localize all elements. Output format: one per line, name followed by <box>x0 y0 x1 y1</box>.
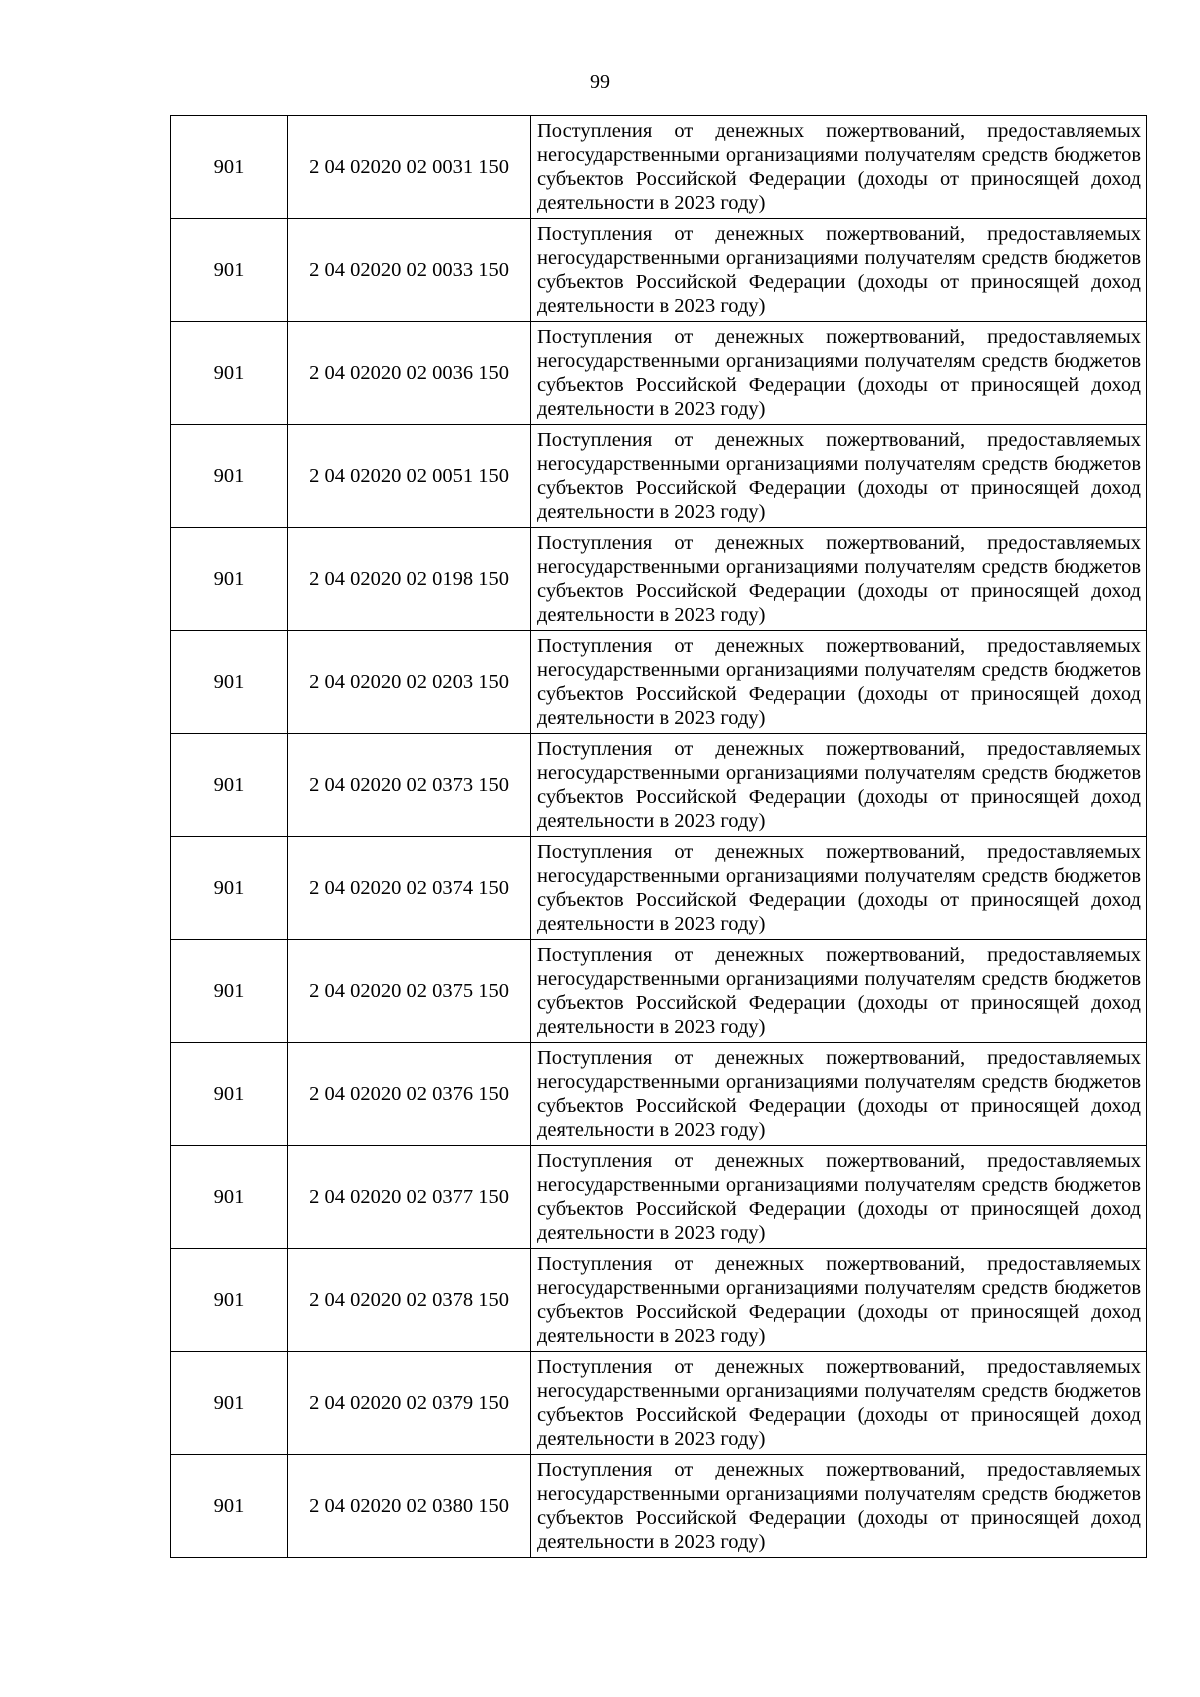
income-description-cell: Поступления от денежных пожертвований, предоставляемых негосударственными организациями получателям средств бюджетов субъектов Российской Федерации (доходы от приносящей доход деятельности в 2023 году) <box>531 116 1147 219</box>
income-description-cell: Поступления от денежных пожертвований, предоставляемых негосударственными организациями получателям средств бюджетов субъектов Российской Федерации (доходы от приносящей доход деятельности в 2023 году) <box>531 631 1147 734</box>
table-row <box>171 837 1147 940</box>
budget-codes-table <box>170 115 1147 1558</box>
budget-classification-code-cell: 2 04 02020 02 0375 150 <box>288 940 531 1043</box>
table-row <box>171 631 1147 734</box>
budget-classification-code-cell: 2 04 02020 02 0379 150 <box>288 1352 531 1455</box>
income-description-cell: Поступления от денежных пожертвований, предоставляемых негосударственными организациями получателям средств бюджетов субъектов Российской Федерации (доходы от приносящей доход деятельности в 2023 году) <box>531 1455 1147 1558</box>
admin-code-cell: 901 <box>171 940 288 1043</box>
budget-classification-code-cell: 2 04 02020 02 0051 150 <box>288 425 531 528</box>
budget-classification-code-cell: 2 04 02020 02 0031 150 <box>288 116 531 219</box>
budget-classification-code-cell: 2 04 02020 02 0374 150 <box>288 837 531 940</box>
table-row <box>171 734 1147 837</box>
budget-classification-code-cell: 2 04 02020 02 0376 150 <box>288 1043 531 1146</box>
income-description-cell: Поступления от денежных пожертвований, предоставляемых негосударственными организациями получателям средств бюджетов субъектов Российской Федерации (доходы от приносящей доход деятельности в 2023 году) <box>531 1249 1147 1352</box>
admin-code-cell: 901 <box>171 425 288 528</box>
table-row <box>171 219 1147 322</box>
table-row <box>171 322 1147 425</box>
admin-code-cell: 901 <box>171 219 288 322</box>
income-description-cell: Поступления от денежных пожертвований, предоставляемых негосударственными организациями получателям средств бюджетов субъектов Российской Федерации (доходы от приносящей доход деятельности в 2023 году) <box>531 940 1147 1043</box>
admin-code-cell: 901 <box>171 837 288 940</box>
income-description-cell: Поступления от денежных пожертвований, предоставляемых негосударственными организациями получателям средств бюджетов субъектов Российской Федерации (доходы от приносящей доход деятельности в 2023 году) <box>531 837 1147 940</box>
income-description-cell: Поступления от денежных пожертвований, предоставляемых негосударственными организациями получателям средств бюджетов субъектов Российской Федерации (доходы от приносящей доход деятельности в 2023 году) <box>531 1352 1147 1455</box>
admin-code-cell: 901 <box>171 528 288 631</box>
table-row <box>171 1146 1147 1249</box>
income-description-cell: Поступления от денежных пожертвований, предоставляемых негосударственными организациями получателям средств бюджетов субъектов Российской Федерации (доходы от приносящей доход деятельности в 2023 году) <box>531 219 1147 322</box>
table-row <box>171 116 1147 219</box>
table-row <box>171 1043 1147 1146</box>
budget-classification-code-cell: 2 04 02020 02 0198 150 <box>288 528 531 631</box>
admin-code-cell: 901 <box>171 116 288 219</box>
admin-code-cell: 901 <box>171 1352 288 1455</box>
income-description-cell: Поступления от денежных пожертвований, предоставляемых негосударственными организациями получателям средств бюджетов субъектов Российской Федерации (доходы от приносящей доход деятельности в 2023 году) <box>531 734 1147 837</box>
table-row <box>171 425 1147 528</box>
budget-classification-code-cell: 2 04 02020 02 0203 150 <box>288 631 531 734</box>
budget-classification-code-cell: 2 04 02020 02 0373 150 <box>288 734 531 837</box>
budget-classification-code-cell: 2 04 02020 02 0380 150 <box>288 1455 531 1558</box>
income-description-cell: Поступления от денежных пожертвований, предоставляемых негосударственными организациями получателям средств бюджетов субъектов Российской Федерации (доходы от приносящей доход деятельности в 2023 году) <box>531 1146 1147 1249</box>
table-row <box>171 940 1147 1043</box>
income-description-cell: Поступления от денежных пожертвований, предоставляемых негосударственными организациями получателям средств бюджетов субъектов Российской Федерации (доходы от приносящей доход деятельности в 2023 году) <box>531 322 1147 425</box>
budget-classification-code-cell: 2 04 02020 02 0033 150 <box>288 219 531 322</box>
budget-classification-code-cell: 2 04 02020 02 0036 150 <box>288 322 531 425</box>
admin-code-cell: 901 <box>171 322 288 425</box>
income-description-cell: Поступления от денежных пожертвований, предоставляемых негосударственными организациями получателям средств бюджетов субъектов Российской Федерации (доходы от приносящей доход деятельности в 2023 году) <box>531 425 1147 528</box>
admin-code-cell: 901 <box>171 1146 288 1249</box>
table-row <box>171 528 1147 631</box>
income-description-cell: Поступления от денежных пожертвований, предоставляемых негосударственными организациями получателям средств бюджетов субъектов Российской Федерации (доходы от приносящей доход деятельности в 2023 году) <box>531 528 1147 631</box>
table-row <box>171 1455 1147 1558</box>
table-row <box>171 1249 1147 1352</box>
page-number: 99 <box>590 71 610 93</box>
admin-code-cell: 901 <box>171 1249 288 1352</box>
table-body <box>171 116 1147 1558</box>
budget-classification-code-cell: 2 04 02020 02 0378 150 <box>288 1249 531 1352</box>
admin-code-cell: 901 <box>171 631 288 734</box>
table-row <box>171 1352 1147 1455</box>
income-description-cell: Поступления от денежных пожертвований, предоставляемых негосударственными организациями получателям средств бюджетов субъектов Российской Федерации (доходы от приносящей доход деятельности в 2023 году) <box>531 1043 1147 1146</box>
admin-code-cell: 901 <box>171 734 288 837</box>
budget-classification-code-cell: 2 04 02020 02 0377 150 <box>288 1146 531 1249</box>
admin-code-cell: 901 <box>171 1043 288 1146</box>
admin-code-cell: 901 <box>171 1455 288 1558</box>
